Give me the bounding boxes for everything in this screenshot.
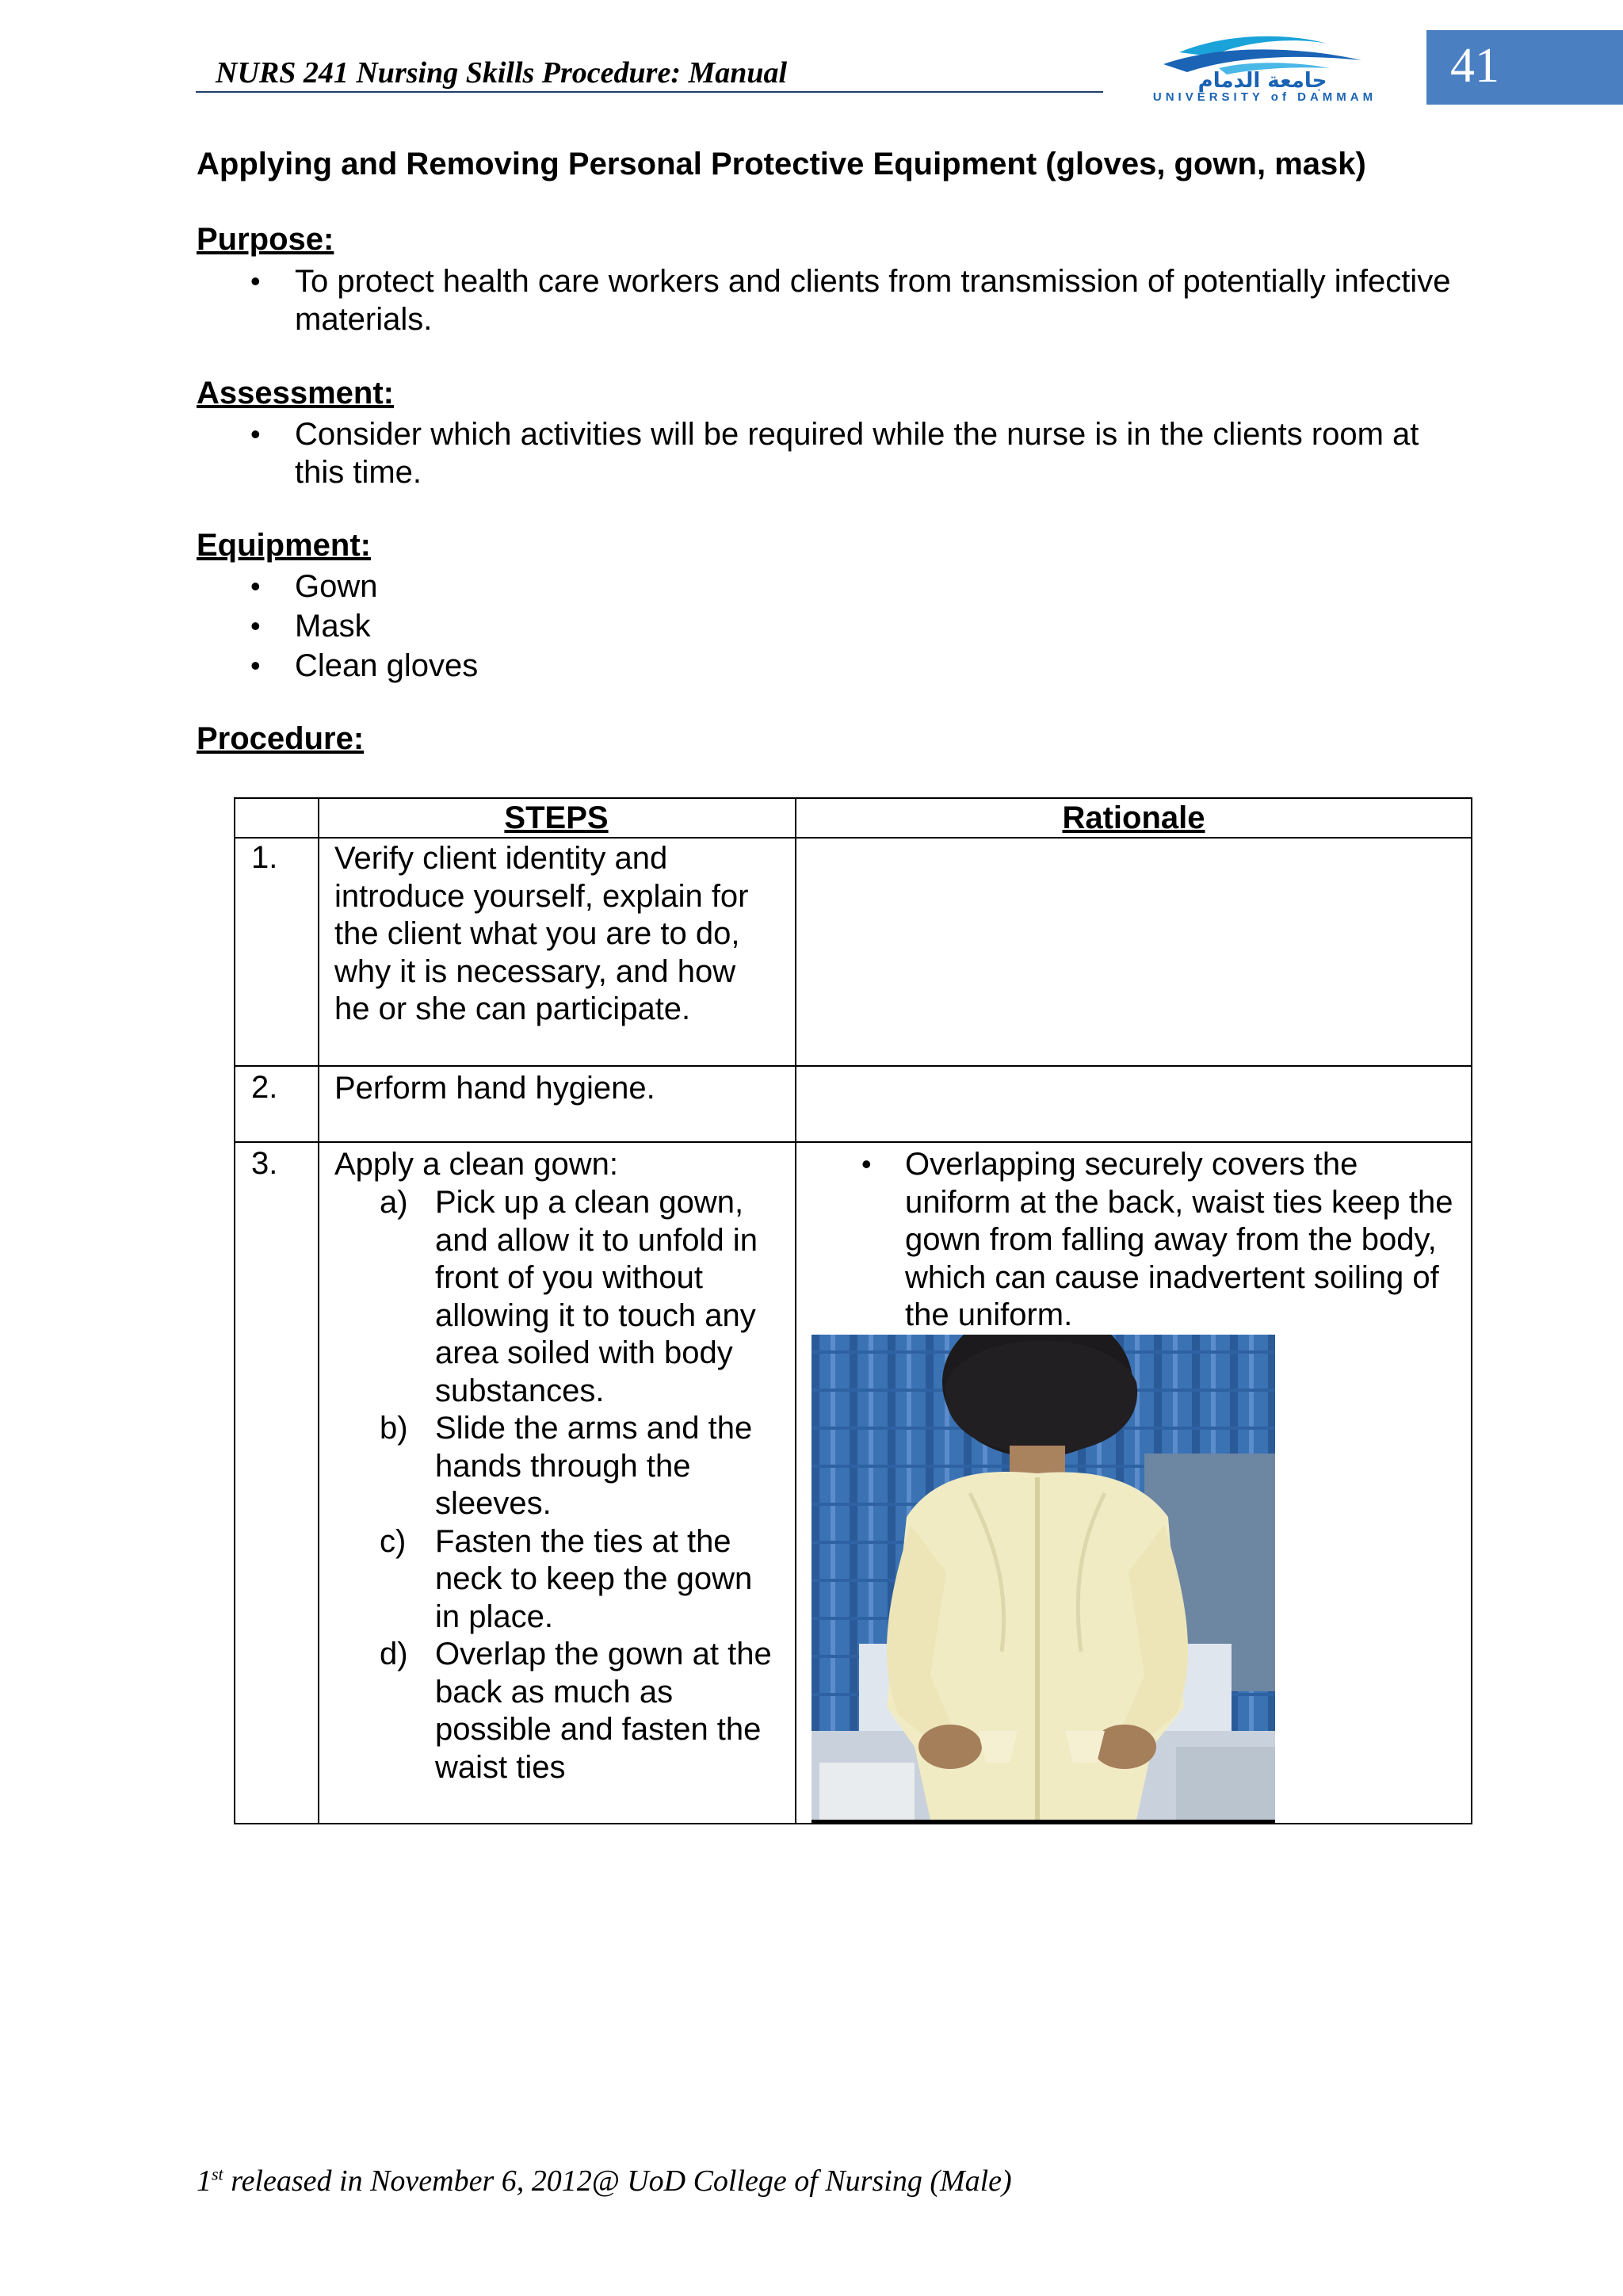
list-item: • Gown [197,567,1465,606]
substep-letter: d) [380,1637,408,1671]
table-divider [795,799,796,1823]
substep-list [380,1184,776,1786]
procedure-heading: Procedure: [197,721,365,756]
footer-text: released in November 6, 2012@ UoD College of Nursing (Male) [223,2164,1012,2198]
column-header-steps: STEPS [504,800,609,835]
page-number-box [1426,30,1623,105]
assessment-heading: Assessment: [197,376,395,411]
nurse-gown-illustration [812,1335,1275,1820]
row-number: 2. [251,1070,278,1105]
nurse-gown-photo [812,1335,1275,1823]
column-header-rationale: Rationale [1062,800,1205,835]
substep-text: Slide the arms and the hands through the sleeves. [435,1411,753,1521]
footer-ordinal-suffix: st [212,2164,223,2184]
rationale-text: Overlapping securely covers the uniform at the back, waist ties keep the gown from falling away from the body, which can cause inadvertent soiling of the uniform. [905,1147,1453,1332]
purpose-heading: Purpose: [197,222,334,257]
substep-text: Pick up a clean gown, and allow it to unfold in front of you without allowing it to touch any area soiled with body substances. [435,1185,758,1408]
table-divider [318,799,319,1823]
substep-item [380,1184,776,1410]
table-divider [235,1065,1471,1067]
list-item: • To protect health care workers and clients from transmission of potentially infective materials. [197,262,1465,338]
substep-letter: b) [380,1411,408,1446]
row-number: 1. [251,840,278,875]
step-text: Perform hand hygiene. [334,1071,655,1106]
substep-letter: c) [380,1523,407,1559]
list-item: • Consider which activities will be required while the nurse is in the clients room at this time. [197,415,1465,491]
header-title: NURS 241 Nursing Skills Procedure: Manual [216,56,788,90]
purpose-list [197,262,1465,340]
step-text: Apply a clean gown: [334,1147,619,1182]
equipment-heading: Equipment: [197,528,371,563]
step-text: Verify client identity and introduce yourself, explain for the client what you are to do, why it is necessary, and how he or she can participate. [334,841,749,1026]
row-number: 3. [251,1146,278,1181]
logo-text: UNIVERSITY of DAMMAM [1152,90,1377,104]
header-divider [196,91,1103,93]
substep-text: Overlap the gown at the back as much as possible and fasten the waist ties [435,1637,772,1785]
document-title: Applying and Removing Personal Protective Equipment (gloves, gown, mask) [197,147,1366,181]
substep-letter: a) [380,1185,408,1220]
footer-ordinal: 1 [197,2164,212,2198]
university-logo [1132,29,1393,108]
equipment-list [197,567,1465,686]
substep-item [380,1636,776,1786]
footer-note [197,2164,1012,2199]
assessment-list [197,415,1465,493]
table-divider [235,837,1471,839]
substep-item [380,1410,776,1523]
procedure-table [234,797,1472,1824]
rationale-bullet: • [861,1148,872,1180]
list-item: • Clean gloves [197,647,1465,685]
svg-text:جامعة الدمام: جامعة الدمام [1197,69,1327,93]
page-number: 41 [1450,39,1499,93]
substep-item [380,1523,776,1637]
table-divider [235,1141,1471,1143]
substep-text: Fasten the ties at the neck to keep the gown in place. [435,1523,753,1634]
list-item: • Mask [197,607,1465,645]
